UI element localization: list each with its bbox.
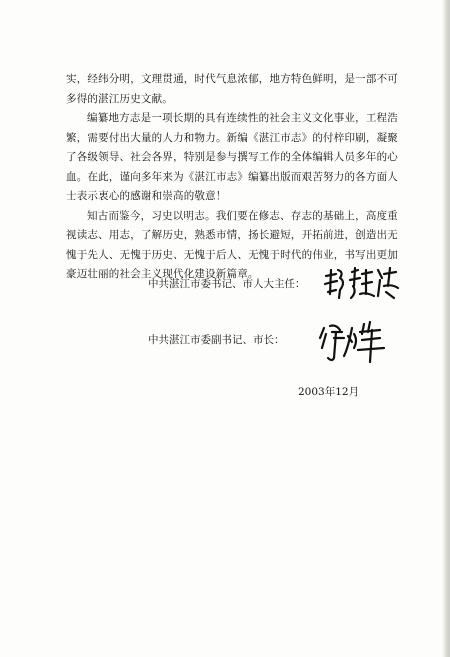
signer-1-title: 中共湛江市委书记、市人大主任： bbox=[148, 278, 306, 290]
signature-1-handwriting bbox=[322, 264, 402, 304]
paragraph-1: 实，经纬分明，文理贯通，时代气息浓郁，地方特色鲜明，是一部不可多得的湛江历史文献。 bbox=[66, 73, 398, 105]
paragraph-3: 知古而鉴今，习史以明志。我们要在修志、存志的基础上，高度重视读志、用志，了解历史，熟悉市情，扬长避短，开拓前进，创造出无愧于先人、无愧于历史、无愧于后人、无愧于时代的伟业，书写出更加豪迈壮丽的社会主义现代化建设新篇章。 bbox=[66, 209, 398, 280]
scan-edge bbox=[442, 0, 450, 657]
date: 2003年12月 bbox=[298, 386, 360, 398]
paragraph-2: 编纂地方志是一项长期的具有连续性的社会主义文化事业，工程浩繁，需要付出大量的人力和物力。新编《湛江市志》的付梓印刷，凝聚了各级领导、社会各界，特别是参与撰写工作的全体编辑人员多年的心血。在此，谨向多年来为《湛江市志》编纂出版而艰苦努力的各方面人士表示衷心的感谢和崇高的敬意！ bbox=[66, 112, 398, 202]
signature-2-handwriting bbox=[318, 318, 388, 364]
body-text bbox=[66, 70, 398, 285]
signer-2-title: 中共湛江市委副书记、市长： bbox=[148, 334, 285, 346]
